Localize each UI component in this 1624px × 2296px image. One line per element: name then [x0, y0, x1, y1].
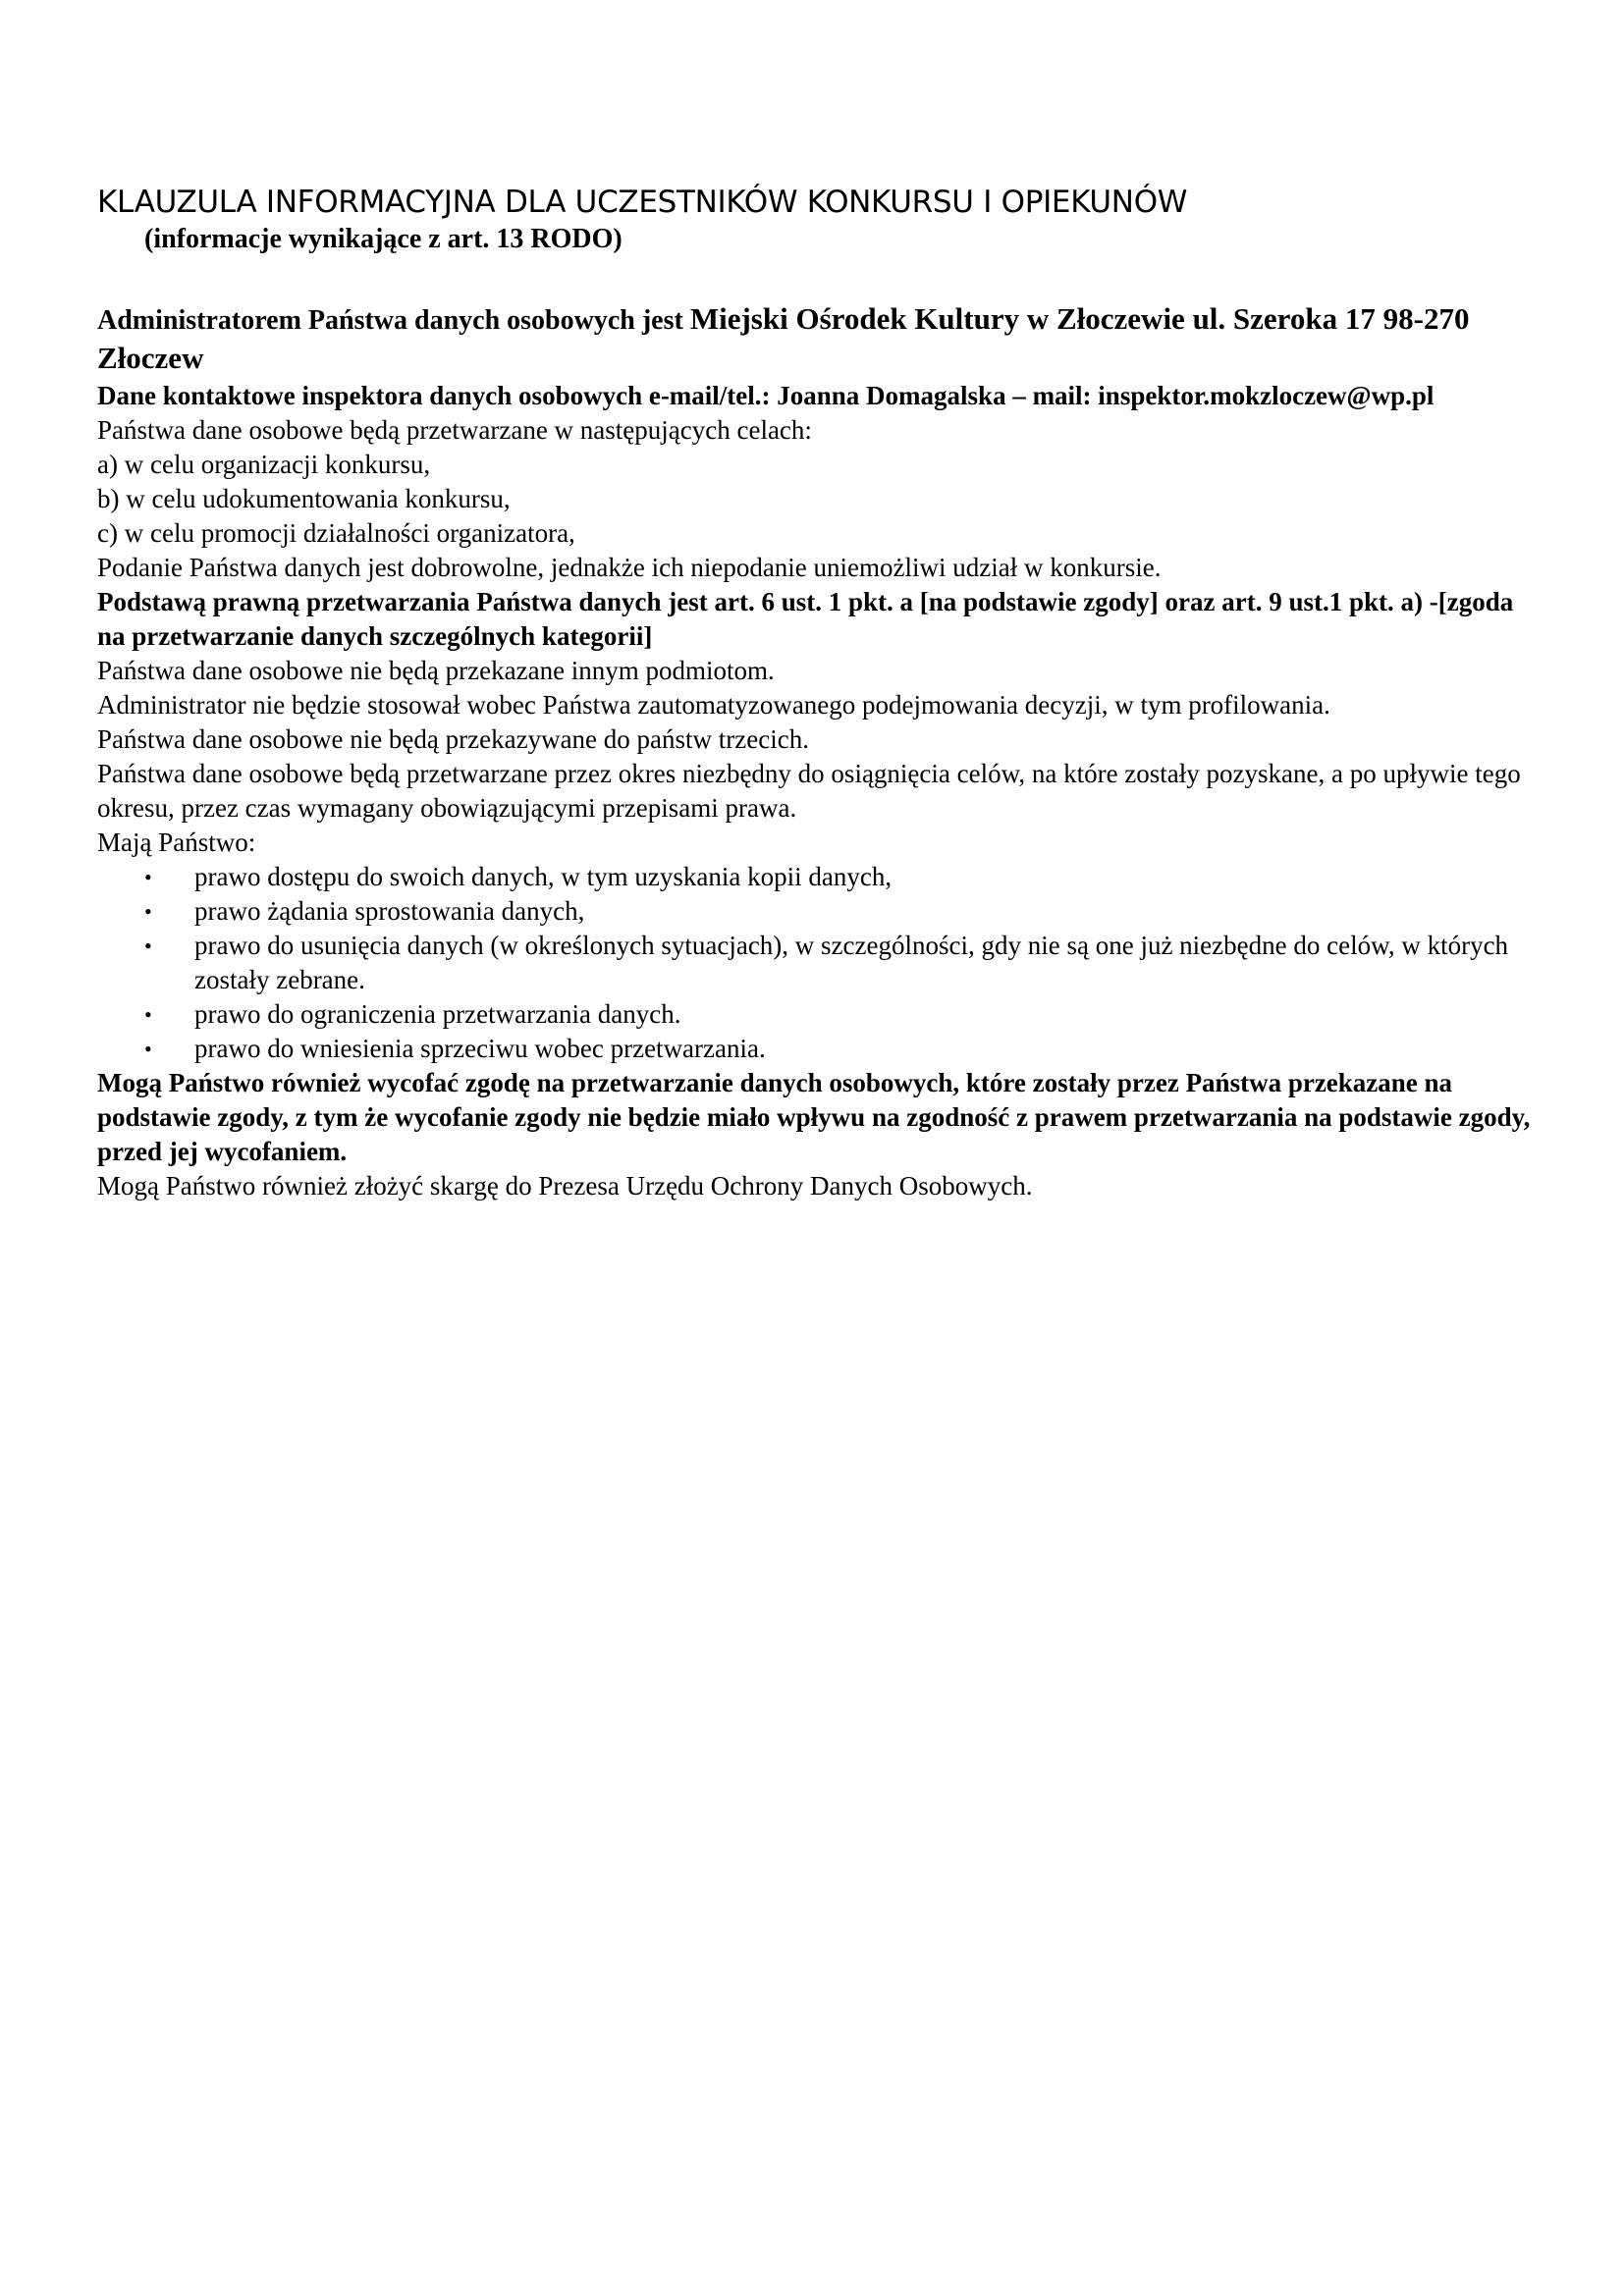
- statement-no-third-countries: Państwa dane osobowe nie będą przekazywane do państw trzecich.: [97, 724, 809, 754]
- spacer: [97, 257, 1541, 300]
- document-subtitle: (informacje wynikające z art. 13 RODO): [144, 224, 623, 254]
- voluntary-statement: Podanie Państwa danych jest dobrowolne, jednakże ich niepodanie uniemożliwi udział w konkursie.: [97, 553, 1162, 582]
- administrator-lead: Administratorem Państwa danych osobowych jest: [97, 305, 690, 336]
- purpose-item: b) w celu udokumentowania konkursu,: [97, 484, 511, 513]
- purposes-intro: Państwa dane osobowe będą przetwarzane w następujących celach:: [97, 415, 812, 445]
- consent-withdrawal: Mogą Państwo również wycofać zgodę na przetwarzanie danych osobowych, które zostały przez Państwa przekazane na podstawie zgody, z tym że wycofanie zgody nie będzie miało wpływu na zgodność z prawem przetwarzania na podstawie zgody, przed jej wycofaniem.: [97, 1068, 1531, 1166]
- rights-list-item: • prawo do usunięcia danych (w określonych sytuacjach), w szczególności, gdy nie są one już niezbędne do celów, w których zostały zebrane.: [144, 931, 1509, 994]
- bullet-icon: •: [144, 1037, 152, 1061]
- document-body: [97, 183, 1541, 1203]
- rights-list-item: • prawo do wniesienia sprzeciwu wobec przetwarzania.: [97, 1032, 1541, 1066]
- purpose-item: c) w celu promocji działalności organizatora,: [97, 518, 575, 548]
- rights-list-item: • prawo do ograniczenia przetwarzania danych.: [97, 997, 1541, 1032]
- rights-list-item: • prawo żądania sprostowania danych,: [97, 894, 1541, 929]
- inspector-contact: Dane kontaktowe inspektora danych osobowych e-mail/tel.: Joanna Domagalska – mail: inspektor.mokzloczew@wp.pl: [97, 381, 1435, 410]
- rights-list-item: • prawo dostępu do swoich danych, w tym uzyskania kopii danych,: [97, 860, 1541, 894]
- rights-list: [97, 860, 1541, 1066]
- bullet-icon: •: [144, 865, 152, 889]
- document-title: KLAUZULA INFORMACYJNA DLA UCZESTNIKÓW KONKURSU I OPIEKUNÓW: [97, 185, 1188, 220]
- administrator-name: Miejski Ośrodek Kultury w Złoczewie ul. Szeroka 17 98-270 Złoczew: [97, 301, 1470, 375]
- complaint-statement: Mogą Państwo również złożyć skargę do Prezesa Urzędu Ochrony Danych Osobowych.: [97, 1171, 1033, 1201]
- bullet-icon: •: [144, 934, 152, 958]
- legal-basis: Podstawą prawną przetwarzania Państwa danych jest art. 6 ust. 1 pkt. a [na podstawie zgody] oraz art. 9 ust.1 pkt. a) -[zgoda na przetwarzanie danych szczególnych kategorii]: [97, 587, 1514, 651]
- statement-retention: Państwa dane osobowe będą przetwarzane przez okres niezbędny do osiągnięcia celów, na które zostały pozyskane, a po upływie tego okresu, przez czas wymagany obowiązującymi przepisami prawa.: [97, 759, 1521, 823]
- administrator-paragraph: [97, 300, 1541, 379]
- bullet-icon: •: [144, 1002, 152, 1027]
- rights-intro: Mają Państwo:: [97, 828, 256, 857]
- bullet-icon: •: [144, 899, 152, 924]
- statement-no-transfer: Państwa dane osobowe nie będą przekazane innym podmiotom.: [97, 656, 775, 685]
- purpose-item: a) w celu organizacji konkursu,: [97, 450, 431, 479]
- statement-no-profiling: Administrator nie będzie stosował wobec Państwa zautomatyzowanego podejmowania decyzji, w tym profilowania.: [97, 690, 1330, 720]
